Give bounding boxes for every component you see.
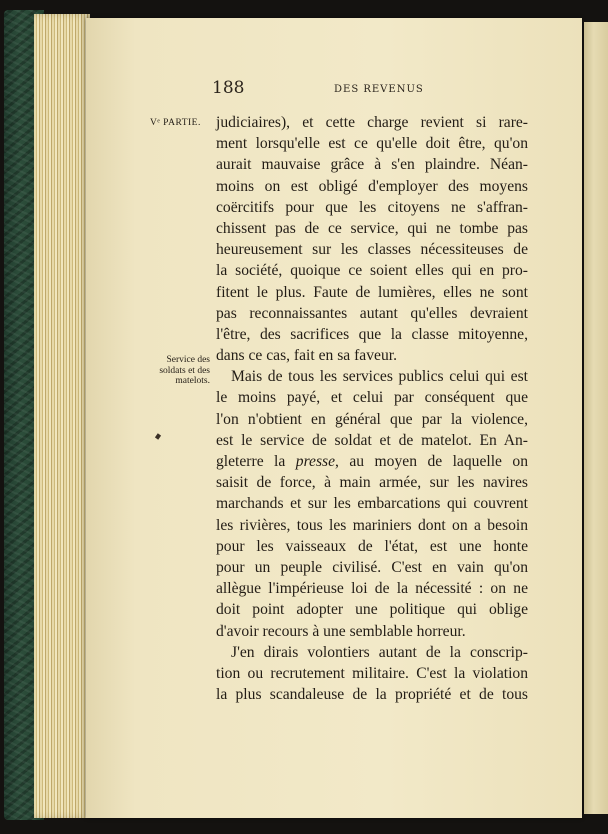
text-line: doit point adopter une politique qui oblige xyxy=(216,601,528,619)
text-line: la plus scandaleuse de la propriété et de tous xyxy=(216,686,528,704)
text-line: saisit de force, à main armée, sur les navires xyxy=(216,474,528,492)
text-line: coërcitifs pour que les citoyens ne s'affran- xyxy=(216,198,528,216)
part-marker: Vᵉ PARTIE. xyxy=(150,118,201,128)
body-text xyxy=(216,112,528,705)
text-line-mixed xyxy=(216,451,528,472)
text-line: ment lorsqu'elle est ce qu'elle doit être, qu'on xyxy=(216,135,528,153)
page-edges xyxy=(34,14,90,818)
text-line: judiciaires), et cette charge revient si rare- xyxy=(216,114,528,131)
margin-note-line: soldats et des xyxy=(159,365,210,376)
text-line: tion ou recrutement militaire. C'est la violation xyxy=(216,664,528,682)
text-line: le moins payé, et celui par conséquent que xyxy=(216,389,528,407)
text-line: est le service de soldat et de matelot. En An- xyxy=(216,431,528,449)
facing-page-edge xyxy=(584,22,608,814)
text-run: , au moyen de laquelle on xyxy=(335,453,528,470)
text-line: marchands et sur les embarcations qui couvrent xyxy=(216,495,528,513)
margin-note-line: Service des xyxy=(166,355,210,365)
text-line: l'on n'obtient en général que par la violence, xyxy=(216,410,528,428)
text-line: dans ce cas, fait en sa faveur. xyxy=(216,347,397,365)
text-line: allègue l'impérieuse loi de la nécessité : on ne xyxy=(216,580,528,598)
text-line: la société, quoique ce soient elles qui en pro- xyxy=(216,262,528,280)
emphasis-word: presse xyxy=(295,453,336,470)
text-line: pour les vaisseaux de l'état, est une honte xyxy=(216,537,528,555)
text-run: gleterre la xyxy=(216,453,286,470)
text-line: chissent pas de ce service, qui ne tombe pas xyxy=(216,219,528,237)
text-line: pour un peuple civilisé. C'est en vain qu'on xyxy=(216,558,528,576)
text-line: aurait mauvaise grâce à s'en plaindre. Néan- xyxy=(216,156,528,174)
text-line: J'en dirais volontiers autant de la conscrip- xyxy=(231,643,528,661)
text-line: moins on est obligé d'employer des moyens xyxy=(216,177,528,195)
margin-note-line: matelots. xyxy=(175,376,210,386)
page-number: 188 xyxy=(212,78,245,98)
text-line: pas reconnaissantes autant qu'elles devraient xyxy=(216,304,528,322)
text-line: fitent le plus. Faute de lumières, elles ne sont xyxy=(216,283,528,301)
text-line: d'avoir recours à une semblable horreur. xyxy=(216,622,466,640)
text-line: heureusement sur les classes nécessiteuses de xyxy=(216,241,528,259)
text-line: l'être, des sacrifices que la classe mitoyenne, xyxy=(216,325,528,343)
margin-note xyxy=(150,355,210,387)
text-line: les rivières, tous les mariniers dont on a besoin xyxy=(216,516,528,534)
running-head: DES REVENUS xyxy=(334,84,424,95)
text-line: Mais de tous les services publics celui qui est xyxy=(231,368,528,386)
